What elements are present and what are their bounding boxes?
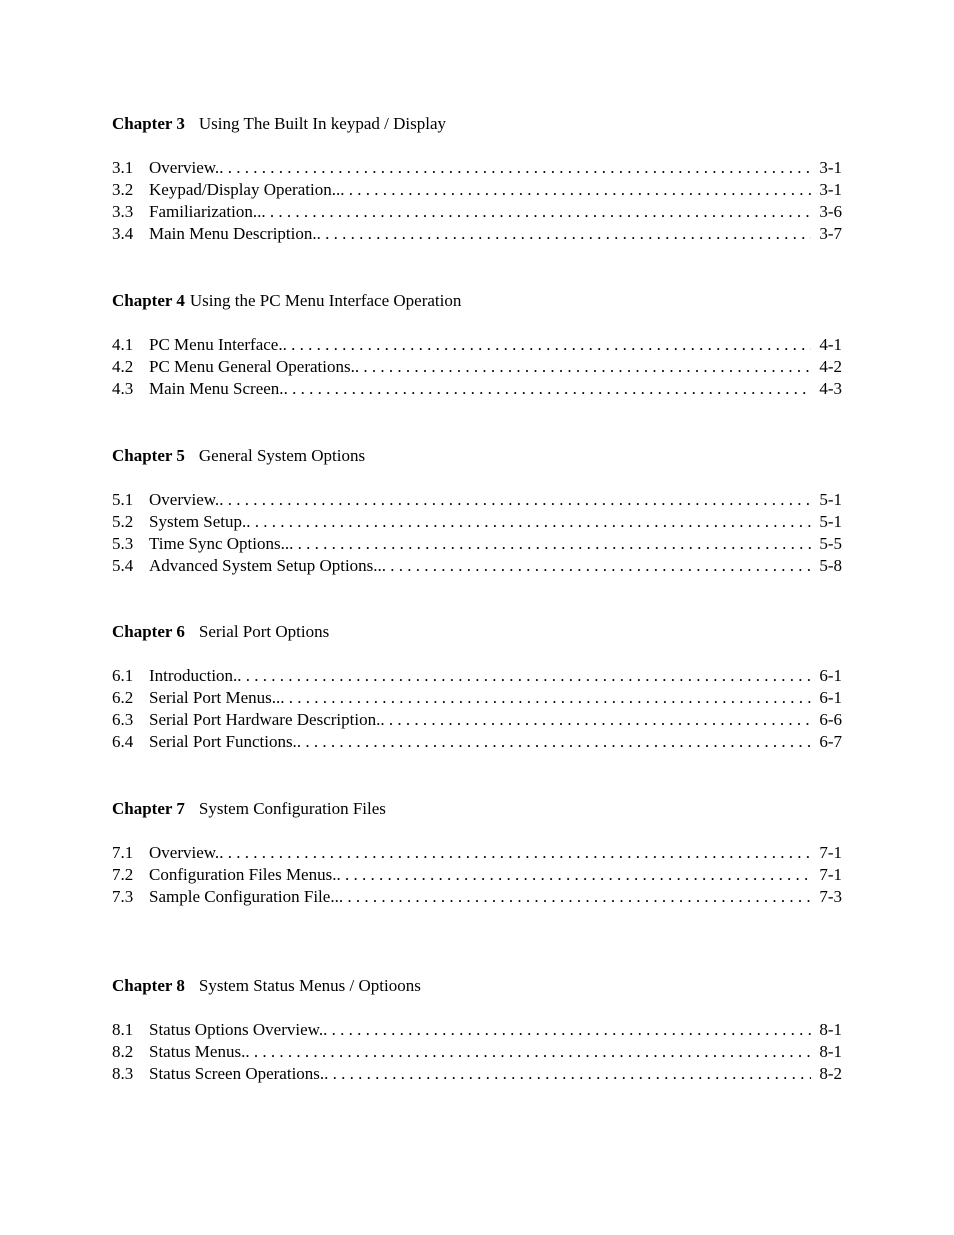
chapter-4-section bbox=[112, 290, 842, 400]
section-number: 5.2 bbox=[112, 512, 134, 531]
section-number: 6.2 bbox=[112, 688, 134, 707]
section-number: 5.1 bbox=[112, 490, 134, 509]
toc-entry[interactable] bbox=[112, 1041, 842, 1063]
chapter-label: Chapter 7 bbox=[112, 799, 185, 818]
dot-leader bbox=[340, 179, 811, 201]
dot-leader bbox=[380, 709, 811, 731]
toc-entry[interactable] bbox=[112, 157, 842, 179]
page-number: 5-1 bbox=[819, 490, 842, 509]
dot-leader bbox=[284, 378, 812, 400]
dot-leader bbox=[219, 842, 811, 864]
chapter-label: Chapter 4 bbox=[112, 291, 185, 310]
chapter-label: Chapter 3 bbox=[112, 114, 185, 133]
section-number: 3.1 bbox=[112, 158, 134, 177]
section-number: 6.4 bbox=[112, 732, 134, 751]
page-number: 7-3 bbox=[819, 887, 842, 906]
chapter-heading bbox=[112, 621, 842, 643]
chapter-heading bbox=[112, 975, 842, 997]
chapter-8-section bbox=[112, 975, 842, 1085]
section-number: 8.2 bbox=[112, 1042, 134, 1061]
section-number: 6.3 bbox=[112, 710, 134, 729]
page-number: 5-1 bbox=[819, 512, 842, 531]
page-number: 3-1 bbox=[819, 158, 842, 177]
toc-entry[interactable] bbox=[112, 223, 842, 245]
dot-leader bbox=[323, 1019, 811, 1041]
section-title: Serial Port Hardware Description. bbox=[149, 710, 381, 729]
page-number: 3-7 bbox=[819, 224, 842, 243]
section-title: System Setup. bbox=[149, 512, 247, 531]
toc-entry-list bbox=[112, 334, 842, 400]
section-number: 3.2 bbox=[112, 180, 134, 199]
chapter-title: Serial Port Options bbox=[198, 622, 330, 641]
section-title: Keypad/Display Operation.. bbox=[149, 180, 341, 199]
page-number: 7-1 bbox=[819, 865, 842, 884]
page-number: 7-1 bbox=[819, 843, 842, 862]
toc-entry[interactable] bbox=[112, 533, 842, 555]
page-number: 6-6 bbox=[819, 710, 842, 729]
section-number: 6.1 bbox=[112, 666, 134, 685]
toc-entry-list bbox=[112, 489, 842, 577]
page-number: 4-3 bbox=[819, 379, 842, 398]
dot-leader bbox=[219, 157, 811, 179]
dot-leader bbox=[324, 1063, 811, 1085]
section-title: Overview. bbox=[149, 490, 220, 509]
dot-leader bbox=[261, 201, 811, 223]
toc-entry-list bbox=[112, 665, 842, 753]
chapter-label: Chapter 8 bbox=[112, 976, 185, 995]
section-title: Serial Port Functions. bbox=[149, 732, 297, 751]
page-number: 5-5 bbox=[819, 534, 842, 553]
section-number: 8.1 bbox=[112, 1020, 134, 1039]
page-number: 8-1 bbox=[819, 1042, 842, 1061]
section-title: PC Menu General Operations. bbox=[149, 357, 355, 376]
toc-entry[interactable] bbox=[112, 842, 842, 864]
toc-entry[interactable] bbox=[112, 864, 842, 886]
toc-entry[interactable] bbox=[112, 687, 842, 709]
section-title: Serial Port Menus.. bbox=[149, 688, 281, 707]
section-title: Time Sync Options.. bbox=[149, 534, 290, 553]
dot-leader bbox=[317, 223, 812, 245]
dot-leader bbox=[246, 511, 811, 533]
chapter-6-section bbox=[112, 621, 842, 753]
section-number: 4.3 bbox=[112, 379, 134, 398]
page-number: 5-8 bbox=[819, 556, 842, 575]
section-number: 3.3 bbox=[112, 202, 134, 221]
section-title: Main Menu Screen. bbox=[149, 379, 284, 398]
section-title: Status Options Overview. bbox=[149, 1020, 324, 1039]
section-number: 8.3 bbox=[112, 1064, 134, 1083]
toc-entry-list bbox=[112, 842, 842, 908]
section-title: Familiarization.. bbox=[149, 202, 262, 221]
page-number: 4-2 bbox=[819, 357, 842, 376]
page-number: 3-6 bbox=[819, 202, 842, 221]
toc-entry[interactable] bbox=[112, 1063, 842, 1085]
section-number: 7.1 bbox=[112, 843, 134, 862]
chapter-title: System Status Menus / Optioons bbox=[198, 976, 421, 995]
chapter-title: Using The Built In keypad / Display bbox=[198, 114, 446, 133]
chapter-label: Chapter 6 bbox=[112, 622, 185, 641]
chapter-title: System Configuration Files bbox=[198, 799, 386, 818]
dot-leader bbox=[297, 731, 812, 753]
section-title: Status Menus. bbox=[149, 1042, 246, 1061]
page-number: 3-1 bbox=[819, 180, 842, 199]
toc-entry[interactable] bbox=[112, 709, 842, 731]
chapter-heading bbox=[112, 290, 842, 312]
dot-leader bbox=[283, 334, 812, 356]
chapter-title: Using the PC Menu Interface Operation bbox=[189, 291, 462, 310]
dot-leader bbox=[289, 533, 811, 555]
toc-entry[interactable] bbox=[112, 334, 842, 356]
dot-leader bbox=[339, 886, 812, 908]
section-title: Introduction. bbox=[149, 666, 238, 685]
toc-entry[interactable] bbox=[112, 886, 842, 908]
toc-entry[interactable] bbox=[112, 179, 842, 201]
toc-entry[interactable] bbox=[112, 731, 842, 753]
chapter-7-section bbox=[112, 798, 842, 908]
toc-entry[interactable] bbox=[112, 665, 842, 687]
toc-entry[interactable] bbox=[112, 555, 842, 577]
dot-leader bbox=[237, 665, 811, 687]
page-number: 4-1 bbox=[819, 335, 842, 354]
page-number: 6-1 bbox=[819, 688, 842, 707]
chapter-label: Chapter 5 bbox=[112, 446, 185, 465]
section-number: 5.4 bbox=[112, 556, 134, 575]
page-number: 6-1 bbox=[819, 666, 842, 685]
section-number: 7.3 bbox=[112, 887, 134, 906]
chapter-5-section bbox=[112, 445, 842, 577]
section-number: 5.3 bbox=[112, 534, 134, 553]
section-title: Overview. bbox=[149, 158, 220, 177]
section-title: Advanced System Setup Options.. bbox=[149, 556, 382, 575]
toc-entry[interactable] bbox=[112, 1019, 842, 1041]
chapter-3-section bbox=[112, 113, 842, 245]
page-number: 6-7 bbox=[819, 732, 842, 751]
section-number: 7.2 bbox=[112, 865, 134, 884]
toc-entry-list bbox=[112, 157, 842, 245]
page-number: 8-1 bbox=[819, 1020, 842, 1039]
toc-entry[interactable] bbox=[112, 356, 842, 378]
dot-leader bbox=[245, 1041, 811, 1063]
section-title: Main Menu Description. bbox=[149, 224, 317, 243]
dot-leader bbox=[219, 489, 811, 511]
toc-entry[interactable] bbox=[112, 489, 842, 511]
section-number: 3.4 bbox=[112, 224, 134, 243]
dot-leader bbox=[280, 687, 811, 709]
dot-leader bbox=[336, 864, 811, 886]
section-number: 4.2 bbox=[112, 357, 134, 376]
toc-entry[interactable] bbox=[112, 511, 842, 533]
section-title: PC Menu Interface. bbox=[149, 335, 283, 354]
section-title: Sample Configuration File.. bbox=[149, 887, 339, 906]
dot-leader bbox=[355, 356, 811, 378]
section-title: Configuration Files Menus. bbox=[149, 865, 337, 884]
chapter-heading bbox=[112, 113, 842, 135]
chapter-title: General System Options bbox=[198, 446, 366, 465]
section-title: Status Screen Operations. bbox=[149, 1064, 325, 1083]
section-number: 4.1 bbox=[112, 335, 134, 354]
chapter-heading bbox=[112, 445, 842, 467]
toc-entry[interactable] bbox=[112, 378, 842, 400]
dot-leader bbox=[382, 555, 812, 577]
chapter-heading bbox=[112, 798, 842, 820]
toc-entry[interactable] bbox=[112, 201, 842, 223]
toc-entry-list bbox=[112, 1019, 842, 1085]
section-title: Overview. bbox=[149, 843, 220, 862]
page-number: 8-2 bbox=[819, 1064, 842, 1083]
